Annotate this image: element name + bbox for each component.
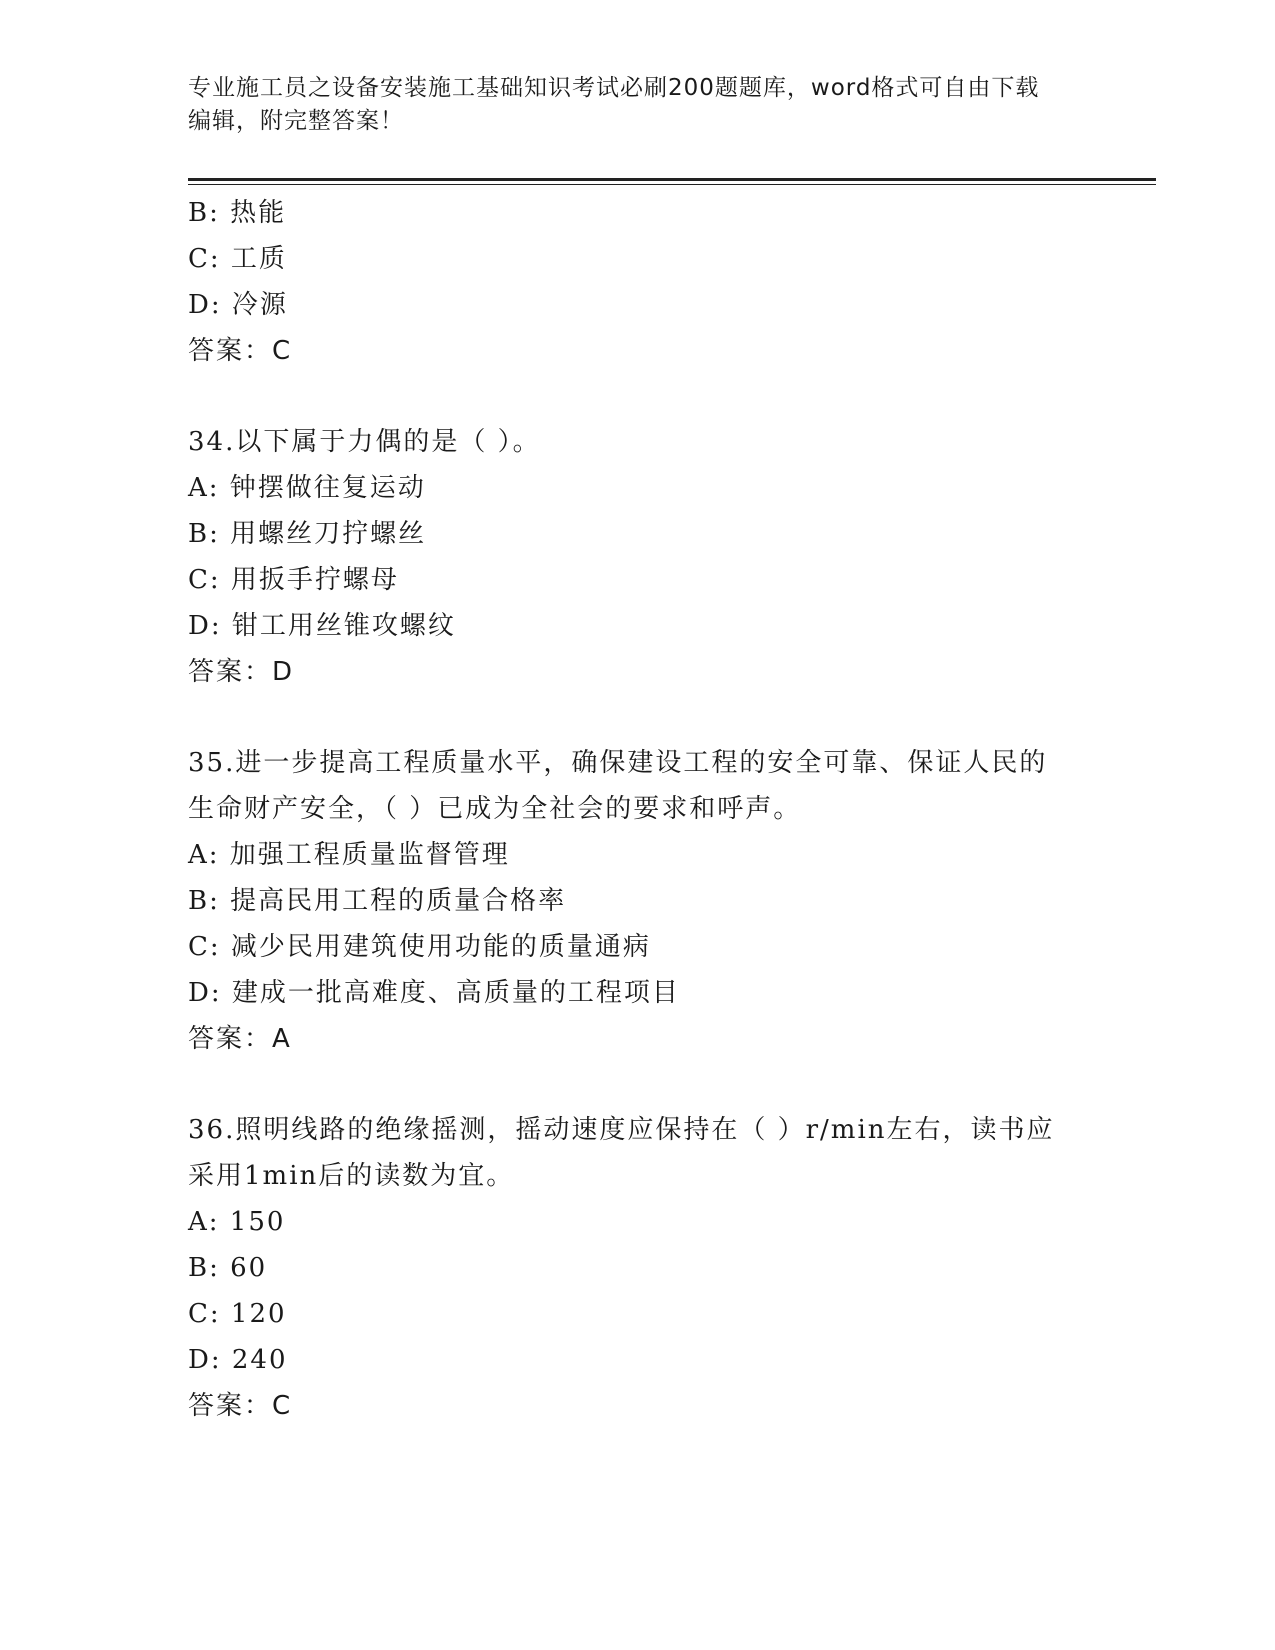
question-36 <box>188 1107 1088 1429</box>
header-title-line-1: 专业施工员之设备安装施工基础知识考试必刷200题题库，word格式可自由下载 <box>188 75 1040 101</box>
question-stem-line-2: 生命财产安全，（ ）已成为全社会的要求和呼声。 <box>188 794 802 824</box>
header-title-line-2: 编辑，附完整答案！ <box>188 108 404 134</box>
header-divider-thick <box>188 178 1156 181</box>
option-d: D: 冷源 <box>188 290 288 320</box>
option-c: C: 工质 <box>188 244 287 274</box>
option-d: D: 钳工用丝锥攻螺纹 <box>188 611 456 641</box>
previous-question-tail <box>188 190 1088 374</box>
option-d: D: 建成一批高难度、高质量的工程项目 <box>188 978 680 1008</box>
option-c: C: 减少民用建筑使用功能的质量通病 <box>188 932 651 962</box>
document-header <box>188 72 1088 138</box>
option-b: B: 用螺丝刀拧螺丝 <box>188 519 427 549</box>
option-c: C: 用扳手拧螺母 <box>188 565 399 595</box>
option-a: A: 150 <box>188 1207 286 1237</box>
option-c: C: 120 <box>188 1299 287 1329</box>
answer-line: 答案：C <box>188 1391 293 1421</box>
question-stem-line-2: 采用1min后的读数为宜。 <box>188 1161 515 1191</box>
question-stem-line-1: 35.进一步提高工程质量水平，确保建设工程的安全可靠、保证人民的 <box>188 748 1048 778</box>
answer-line: 答案：C <box>188 336 293 366</box>
option-b: B: 60 <box>188 1253 268 1283</box>
question-34 <box>188 419 1088 695</box>
header-divider-thin <box>188 184 1156 185</box>
option-d: D: 240 <box>188 1345 288 1375</box>
question-stem: 34.以下属于力偶的是（ ）。 <box>188 427 541 457</box>
option-a: A: 钟摆做往复运动 <box>188 473 426 503</box>
question-stem-line-1: 36.照明线路的绝缘摇测，摇动速度应保持在（ ）r/min左右，读书应 <box>188 1115 1055 1145</box>
option-b: B: 热能 <box>188 198 287 228</box>
answer-line: 答案：A <box>188 1024 292 1054</box>
question-35 <box>188 740 1088 1062</box>
question-content <box>188 190 1088 1429</box>
option-a: A: 加强工程质量监督管理 <box>188 840 510 870</box>
answer-line: 答案：D <box>188 657 295 687</box>
option-b: B: 提高民用工程的质量合格率 <box>188 886 567 916</box>
